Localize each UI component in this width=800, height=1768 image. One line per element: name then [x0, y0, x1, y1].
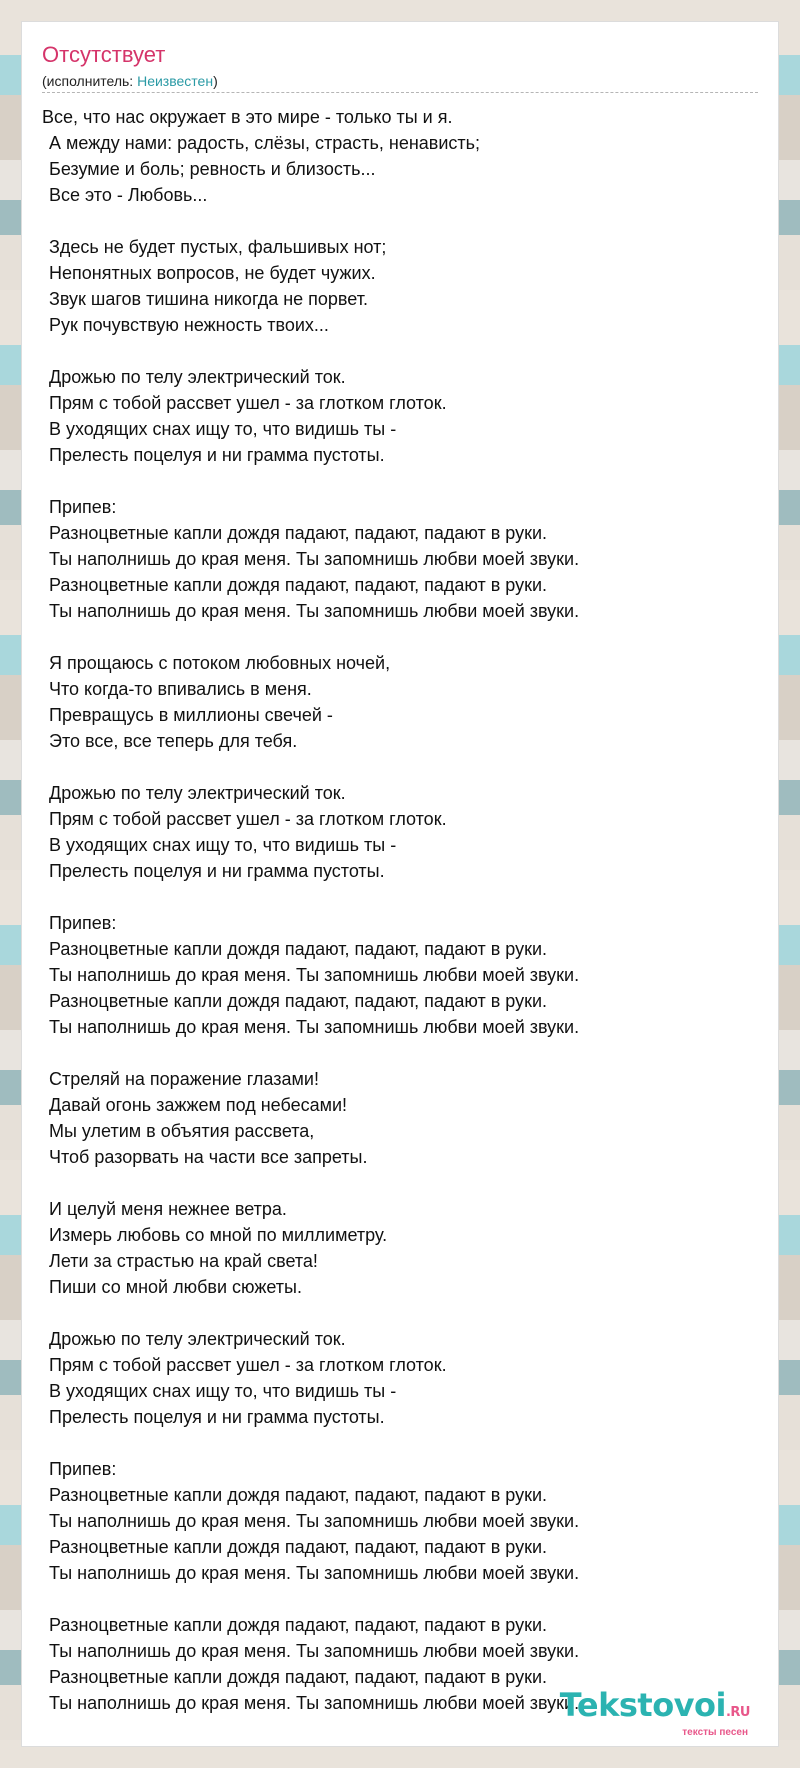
lyric-line: Прям с тобой рассвет ушел - за глотком глоток.: [49, 809, 447, 829]
site-logo[interactable]: [560, 1688, 750, 1738]
lyric-line: Дрожью по телу электрический ток.: [49, 367, 346, 387]
lyrics-text: [42, 104, 758, 1742]
lyric-line: Ты наполнишь до края меня. Ты запомнишь любви моей звуки.: [49, 1693, 580, 1713]
lyric-line: Я прощаюсь с потоком любовных ночей,: [49, 653, 391, 673]
song-title: Отсутствует: [42, 42, 166, 67]
lyric-line: Здесь не будет пустых, фальшивых нот;: [49, 237, 387, 257]
lyric-line: Разноцветные капли дождя падают, падают, падают в руки.: [49, 1615, 548, 1635]
lyric-line: Разноцветные капли дождя падают, падают, падают в руки.: [49, 1667, 548, 1687]
lyric-line: В уходящих снах ищу то, что видишь ты -: [49, 1381, 397, 1401]
lyric-line: Разноцветные капли дождя падают, падают, падают в руки.: [49, 523, 548, 543]
lyrics-stanza: [42, 780, 758, 884]
lyric-line: В уходящих снах ищу то, что видишь ты -: [49, 835, 397, 855]
logo-tagline: тексты песен: [682, 1727, 748, 1738]
lyric-line: Непонятных вопросов, не будет чужих.: [49, 263, 376, 283]
lyric-line: Разноцветные капли дождя падают, падают, падают в руки.: [49, 1485, 548, 1505]
lyrics-stanza: [42, 650, 758, 754]
lyric-line: Прелесть поцелуя и ни грамма пустоты.: [49, 445, 385, 465]
lyric-line: Разноцветные капли дождя падают, падают, падают в руки.: [49, 575, 548, 595]
lyric-line: Мы улетим в объятия рассвета,: [49, 1121, 315, 1141]
lyric-line: Ты наполнишь до края меня. Ты запомнишь любви моей звуки.: [49, 1641, 580, 1661]
lyric-line: Припев:: [49, 913, 117, 933]
lyric-line: Припев:: [49, 1459, 117, 1479]
lyric-line: Превращусь в миллионы свечей -: [49, 705, 333, 725]
lyric-line: Что когда-то впивались в меня.: [49, 679, 312, 699]
lyric-line: Ты наполнишь до края меня. Ты запомнишь любви моей звуки.: [49, 1017, 580, 1037]
lyric-line: Давай огонь зажжем под небесами!: [49, 1095, 348, 1115]
lyric-line: Стреляй на поражение глазами!: [49, 1069, 319, 1089]
artist-link[interactable]: Неизвестен: [137, 73, 214, 89]
byline-suffix: ): [213, 73, 218, 89]
lyrics-stanza: [42, 104, 758, 208]
lyric-line: В уходящих снах ищу то, что видишь ты -: [49, 419, 397, 439]
lyric-line: Дрожью по телу электрический ток.: [49, 783, 346, 803]
lyric-line: Измерь любовь со мной по миллиметру.: [49, 1225, 388, 1245]
lyric-line: Разноцветные капли дождя падают, падают, падают в руки.: [49, 991, 548, 1011]
lyric-line: Ты наполнишь до края меня. Ты запомнишь любви моей звуки.: [49, 549, 580, 569]
lyric-line: Прелесть поцелуя и ни грамма пустоты.: [49, 1407, 385, 1427]
lyric-line: Звук шагов тишина никогда не порвет.: [49, 289, 368, 309]
lyric-line: Все это - Любовь...: [49, 185, 208, 205]
lyric-line: Ты наполнишь до края меня. Ты запомнишь любви моей звуки.: [49, 1563, 580, 1583]
lyric-line: Чтоб разорвать на части все запреты.: [49, 1147, 368, 1167]
lyric-line: Лети за страстью на край света!: [49, 1251, 318, 1271]
lyrics-stanza: [42, 910, 758, 1040]
lyric-line: Ты наполнишь до края меня. Ты запомнишь любви моей звуки.: [49, 601, 580, 621]
lyric-line: Ты наполнишь до края меня. Ты запомнишь любви моей звуки.: [49, 1511, 580, 1531]
lyrics-stanza: [42, 1196, 758, 1300]
lyric-line: Рук почувствую нежность твоих...: [49, 315, 329, 335]
logo-tld: .RU: [725, 1705, 750, 1720]
artist-byline: [42, 73, 218, 89]
lyric-line: Это все, все теперь для тебя.: [49, 731, 298, 751]
lyrics-page: [22, 22, 778, 1746]
logo-wordmark: Tekstovoi: [559, 1686, 726, 1724]
lyric-line: Припев:: [49, 497, 117, 517]
lyric-line: Разноцветные капли дождя падают, падают, падают в руки.: [49, 939, 548, 959]
lyric-line: Прелесть поцелуя и ни грамма пустоты.: [49, 861, 385, 881]
lyric-line: Дрожью по телу электрический ток.: [49, 1329, 346, 1349]
lyrics-stanza: [42, 234, 758, 338]
lyrics-stanza: [42, 1456, 758, 1586]
lyric-line: И целуй меня нежнее ветра.: [49, 1199, 287, 1219]
lyric-line: А между нами: радость, слёзы, страсть, ненависть;: [49, 133, 481, 153]
lyric-line: Пиши со мной любви сюжеты.: [49, 1277, 302, 1297]
lyric-line: Все, что нас окружает в это мире - только ты и я.: [42, 107, 453, 127]
lyrics-stanza: [42, 364, 758, 468]
lyric-line: Прям с тобой рассвет ушел - за глотком глоток.: [49, 393, 447, 413]
lyric-line: Разноцветные капли дождя падают, падают, падают в руки.: [49, 1537, 548, 1557]
lyrics-stanza: [42, 494, 758, 624]
lyrics-stanza: [42, 1066, 758, 1170]
lyric-line: Прям с тобой рассвет ушел - за глотком глоток.: [49, 1355, 447, 1375]
byline-prefix: (исполнитель:: [42, 73, 138, 89]
lyric-line: Ты наполнишь до края меня. Ты запомнишь любви моей звуки.: [49, 965, 580, 985]
lyrics-stanza: [42, 1326, 758, 1430]
title-divider: [42, 92, 758, 93]
lyric-line: Безумие и боль; ревность и близость...: [49, 159, 376, 179]
